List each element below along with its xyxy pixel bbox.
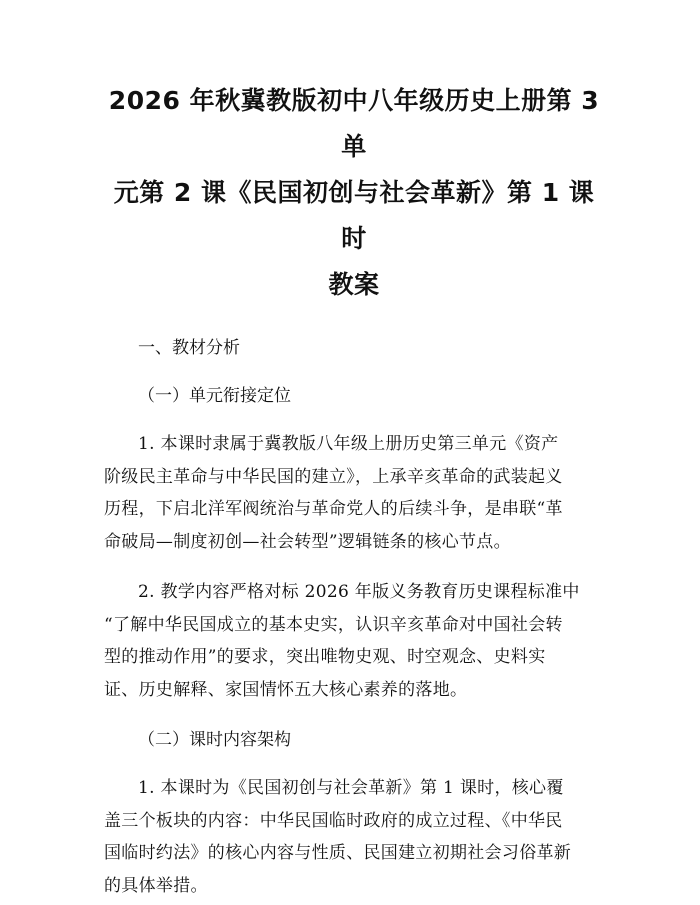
paragraph-unit-position-1 bbox=[104, 428, 604, 558]
section-heading-textbook-analysis: 一、教材分析 bbox=[138, 338, 240, 358]
paragraph-line: “了解中华民国成立的基本史实，认识辛亥革命对中国社会转 bbox=[104, 614, 563, 635]
paragraph-line: 2. 教学内容严格对标 2026 年版义务教育历史课程标准中 bbox=[138, 582, 580, 602]
paragraph-content-structure-1 bbox=[104, 772, 604, 902]
paragraph-line: 1. 本课时隶属于冀教版八年级上册历史第三单元《资产 bbox=[138, 434, 559, 454]
subsection-heading-content-structure: （二）课时内容架构 bbox=[138, 730, 291, 750]
document-title bbox=[104, 78, 604, 308]
paragraph-unit-position-2 bbox=[104, 576, 604, 706]
paragraph-line: 国临时约法》的核心内容与性质、民国建立初期社会习俗革新 bbox=[104, 843, 572, 863]
title-line: 元第 2 课《民国初创与社会革新》第 1 课时 bbox=[113, 178, 595, 253]
paragraph-line: 证、历史解释、家国情怀五大核心素养的落地。 bbox=[104, 679, 468, 700]
subsection-heading-unit-positioning: （一）单元衔接定位 bbox=[138, 386, 291, 406]
paragraph-line: 阶级民主革命与中华民国的建立》，上承辛亥革命的武装起义 bbox=[104, 466, 563, 487]
paragraph-line: 1. 本课时为《民国初创与社会革新》第 1 课时，核心覆 bbox=[138, 778, 564, 798]
paragraph-line: 命破局—制度初创—社会转型”逻辑链条的核心节点。 bbox=[104, 531, 511, 552]
title-line: 2026 年秋冀教版初中八年级历史上册第 3 单 bbox=[108, 86, 600, 161]
title-line: 教案 bbox=[328, 270, 380, 299]
paragraph-line: 历程，下启北洋军阀统治与革命党人的后续斗争，是串联“革 bbox=[104, 499, 563, 519]
paragraph-line: 型的推动作用”的要求，突出唯物史观、时空观念、史料实 bbox=[104, 647, 546, 667]
paragraph-line: 的具体举措。 bbox=[104, 875, 208, 896]
paragraph-line: 盖三个板块的内容：中华民国临时政府的成立过程、《中华民 bbox=[104, 810, 563, 831]
